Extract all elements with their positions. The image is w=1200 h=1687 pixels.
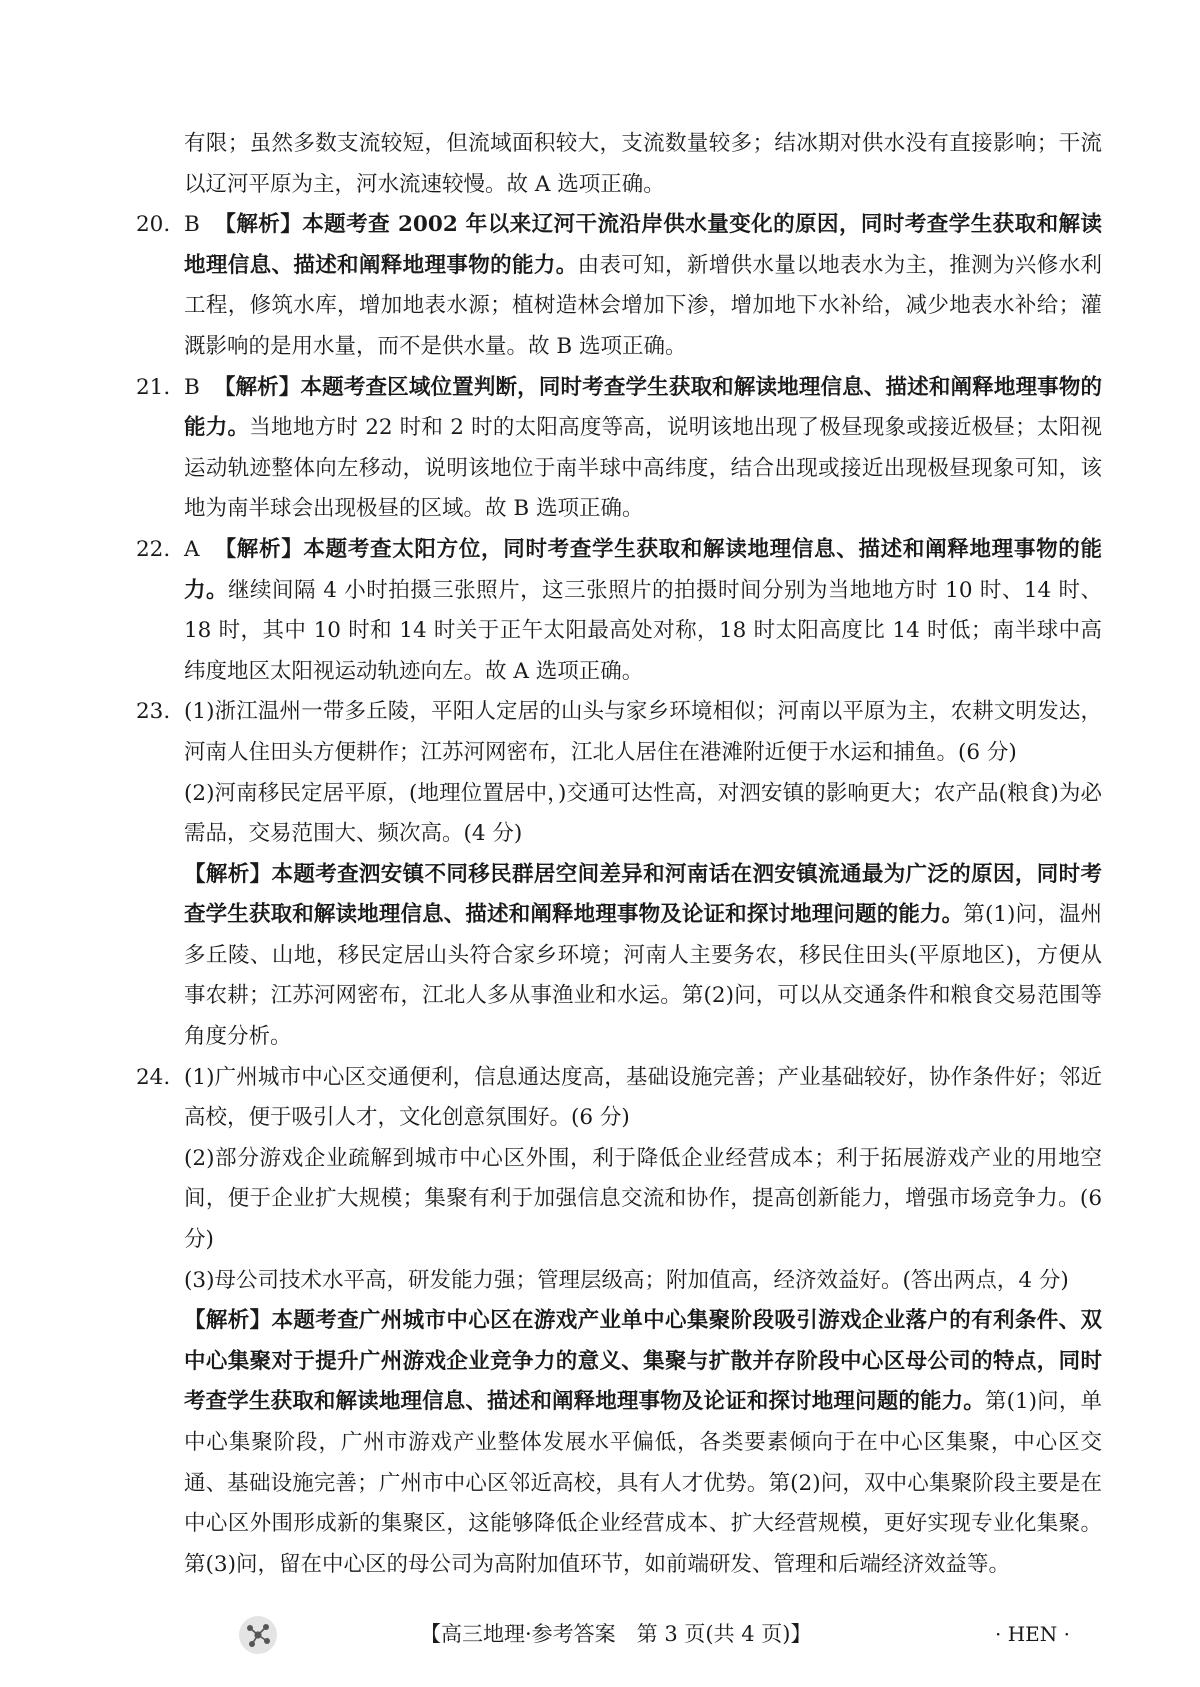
q24-analysis	[150, 1301, 1102, 1585]
q24-part-3	[150, 1261, 1102, 1302]
q23-analysis	[150, 855, 1102, 1058]
analysis-label: 【解析】	[184, 861, 272, 887]
analysis-label: 【解析】	[214, 536, 304, 562]
analysis-label: 【解析】	[184, 1308, 272, 1334]
question-number: 22.	[136, 536, 171, 562]
q23-part-2	[150, 774, 1102, 855]
analysis-intro: 本题考查泗安镇不同移民群居空间差异和河南话在泗安镇流通最为广泛的原因，同时考查学生获取和解读地理信息、描述和阐释地理事物及论证和探讨地理问题的能力。	[184, 861, 1102, 928]
analysis-intro: 本题考查广州城市中心区在游戏产业单中心集聚阶段吸引游戏企业落户的有利条件、双中心集聚对于提升广州游戏企业竞争力的意义、集聚与扩散并存阶段中心区母公司的特点，同时考查学生获取和解读地理信息、描述和阐释地理事物及论证和探讨地理问题的能力。	[184, 1308, 1102, 1415]
question-number: 24.	[136, 1064, 171, 1090]
answer-letter: B	[184, 374, 200, 400]
analysis-text: 第(1)问，温州多丘陵、山地，移民定居山头符合家乡环境；河南人主要务农，移民住田头(平原地区)，方便从事农耕；江苏河网密布，江北人多从事渔业和水运。第(2)问，可以从交通条件和粮食交易范围等角度分析。	[184, 902, 1102, 1050]
analysis-intro: 本题考查区域位置判断，同时考查学生获取和解读地理信息、描述和阐释地理事物的能力。	[184, 374, 1102, 441]
answer-part-1: (1)浙江温州一带多丘陵，平阳人定居的山头与家乡环境相似；河南以平原为主，农耕文明发达，河南人住田头方便耕作；江苏河网密布，江北人居住在港滩附近便于水运和捕鱼。(6 分)	[184, 699, 1102, 765]
answer-content	[136, 124, 1102, 1585]
analysis-label: 【解析】	[214, 212, 303, 238]
answer-letter: B	[184, 212, 200, 238]
analysis-intro: 本题考查太阳方位，同时考查学生获取和解读地理信息、描述和阐释地理事物的能力。	[184, 536, 1102, 603]
question-number: 21.	[136, 374, 171, 400]
analysis-text: 由表可知，新增供水量以地表水为主，推测为兴修水利工程，修筑水库，增加地表水源；植树造林会增加下渗，增加地下水补给，减少地表水补给；灌溉影响的是用水量，而不是供水量。故 B 选项正确。	[184, 252, 1102, 359]
q19-continuation	[150, 124, 1102, 205]
question-20	[136, 205, 1102, 367]
q24-part-2	[150, 1139, 1102, 1261]
question-21	[136, 368, 1102, 530]
continuation-text: 有限；虽然多数支流较短，但流域面积较大，支流数量较多；结冰期对供水没有直接影响；干流以辽河平原为主，河水流速较慢。故 A 选项正确。	[184, 131, 1102, 197]
question-number: 20.	[136, 212, 171, 238]
page-footer	[0, 1615, 1200, 1655]
question-number: 23.	[136, 699, 171, 725]
analysis-intro: 本题考查 2002 年以来辽河干流沿岸供水量变化的原因，同时考查学生获取和解读地理信息、描述和阐释地理事物的能力。	[184, 212, 1102, 278]
analysis-text: 当地地方时 22 时和 2 时的太阳高度等高，说明该地出现了极昼现象或接近极昼；太阳视运动轨迹整体向左移动，说明该地位于南半球中高纬度，结合出现或接近出现极昼现象可知，该地为南半球会出现极昼的区域。故 B 选项正确。	[184, 415, 1102, 522]
question-23	[136, 692, 1102, 773]
question-24	[136, 1058, 1102, 1139]
answer-part-3: (3)母公司技术水平高，研发能力强；管理层级高；附加值高，经济效益好。(答出两点，4 分)	[184, 1267, 1069, 1293]
answer-part-1: (1)广州城市中心区交通便利，信息通达度高，基础设施完善；产业基础较好，协作条件好；邻近高校，便于吸引人才，文化创意氛围好。(6 分)	[184, 1064, 1102, 1131]
answer-letter: A	[184, 536, 200, 562]
answer-part-2: (2)河南移民定居平原，(地理位置居中，)交通可达性高，对泗安镇的影响更大；农产品(粮食)为必需品，交易范围大、频次高。(4 分)	[184, 780, 1102, 847]
question-22	[136, 530, 1102, 692]
molecule-logo-icon	[238, 1615, 278, 1655]
analysis-text: 第(1)问，单中心集聚阶段，广州市游戏产业整体发展水平偏低，各类要素倾向于在中心区集聚，中心区交通、基础设施完善；广州市中心区邻近高校，具有人才优势。第(2)问，双中心集聚阶段主要是在中心区外围形成新的集聚区，这能够降低企业经营成本、扩大经营规模，更好实现专业化集聚。第(3)问，留在中心区的母公司为高附加值环节，如前端研发、管理和后端经济效益等。	[184, 1389, 1102, 1577]
footer-code: · HEN ·	[995, 1622, 1070, 1646]
analysis-label: 【解析】	[213, 374, 301, 400]
analysis-text: 继续间隔 4 小时拍摄三张照片，这三张照片的拍摄时间分别为当地地方时 10 时、14 时、18 时，其中 10 时和 14 时关于正午太阳最高处对称，18 时太阳高度比 14 时低；南半球中高纬度地区太阳视运动轨迹向左。故 A 选项正确。	[184, 577, 1102, 684]
footer-title: 【高三地理·参考答案 第 3 页(共 4 页)】	[420, 1622, 812, 1646]
answer-part-2: (2)部分游戏企业疏解到城市中心区外围，利于降低企业经营成本；利于拓展游戏产业的用地空间，便于企业扩大规模；集聚有利于加强信息交流和协作，提高创新能力，增强市场竞争力。(6 分)	[184, 1145, 1102, 1253]
